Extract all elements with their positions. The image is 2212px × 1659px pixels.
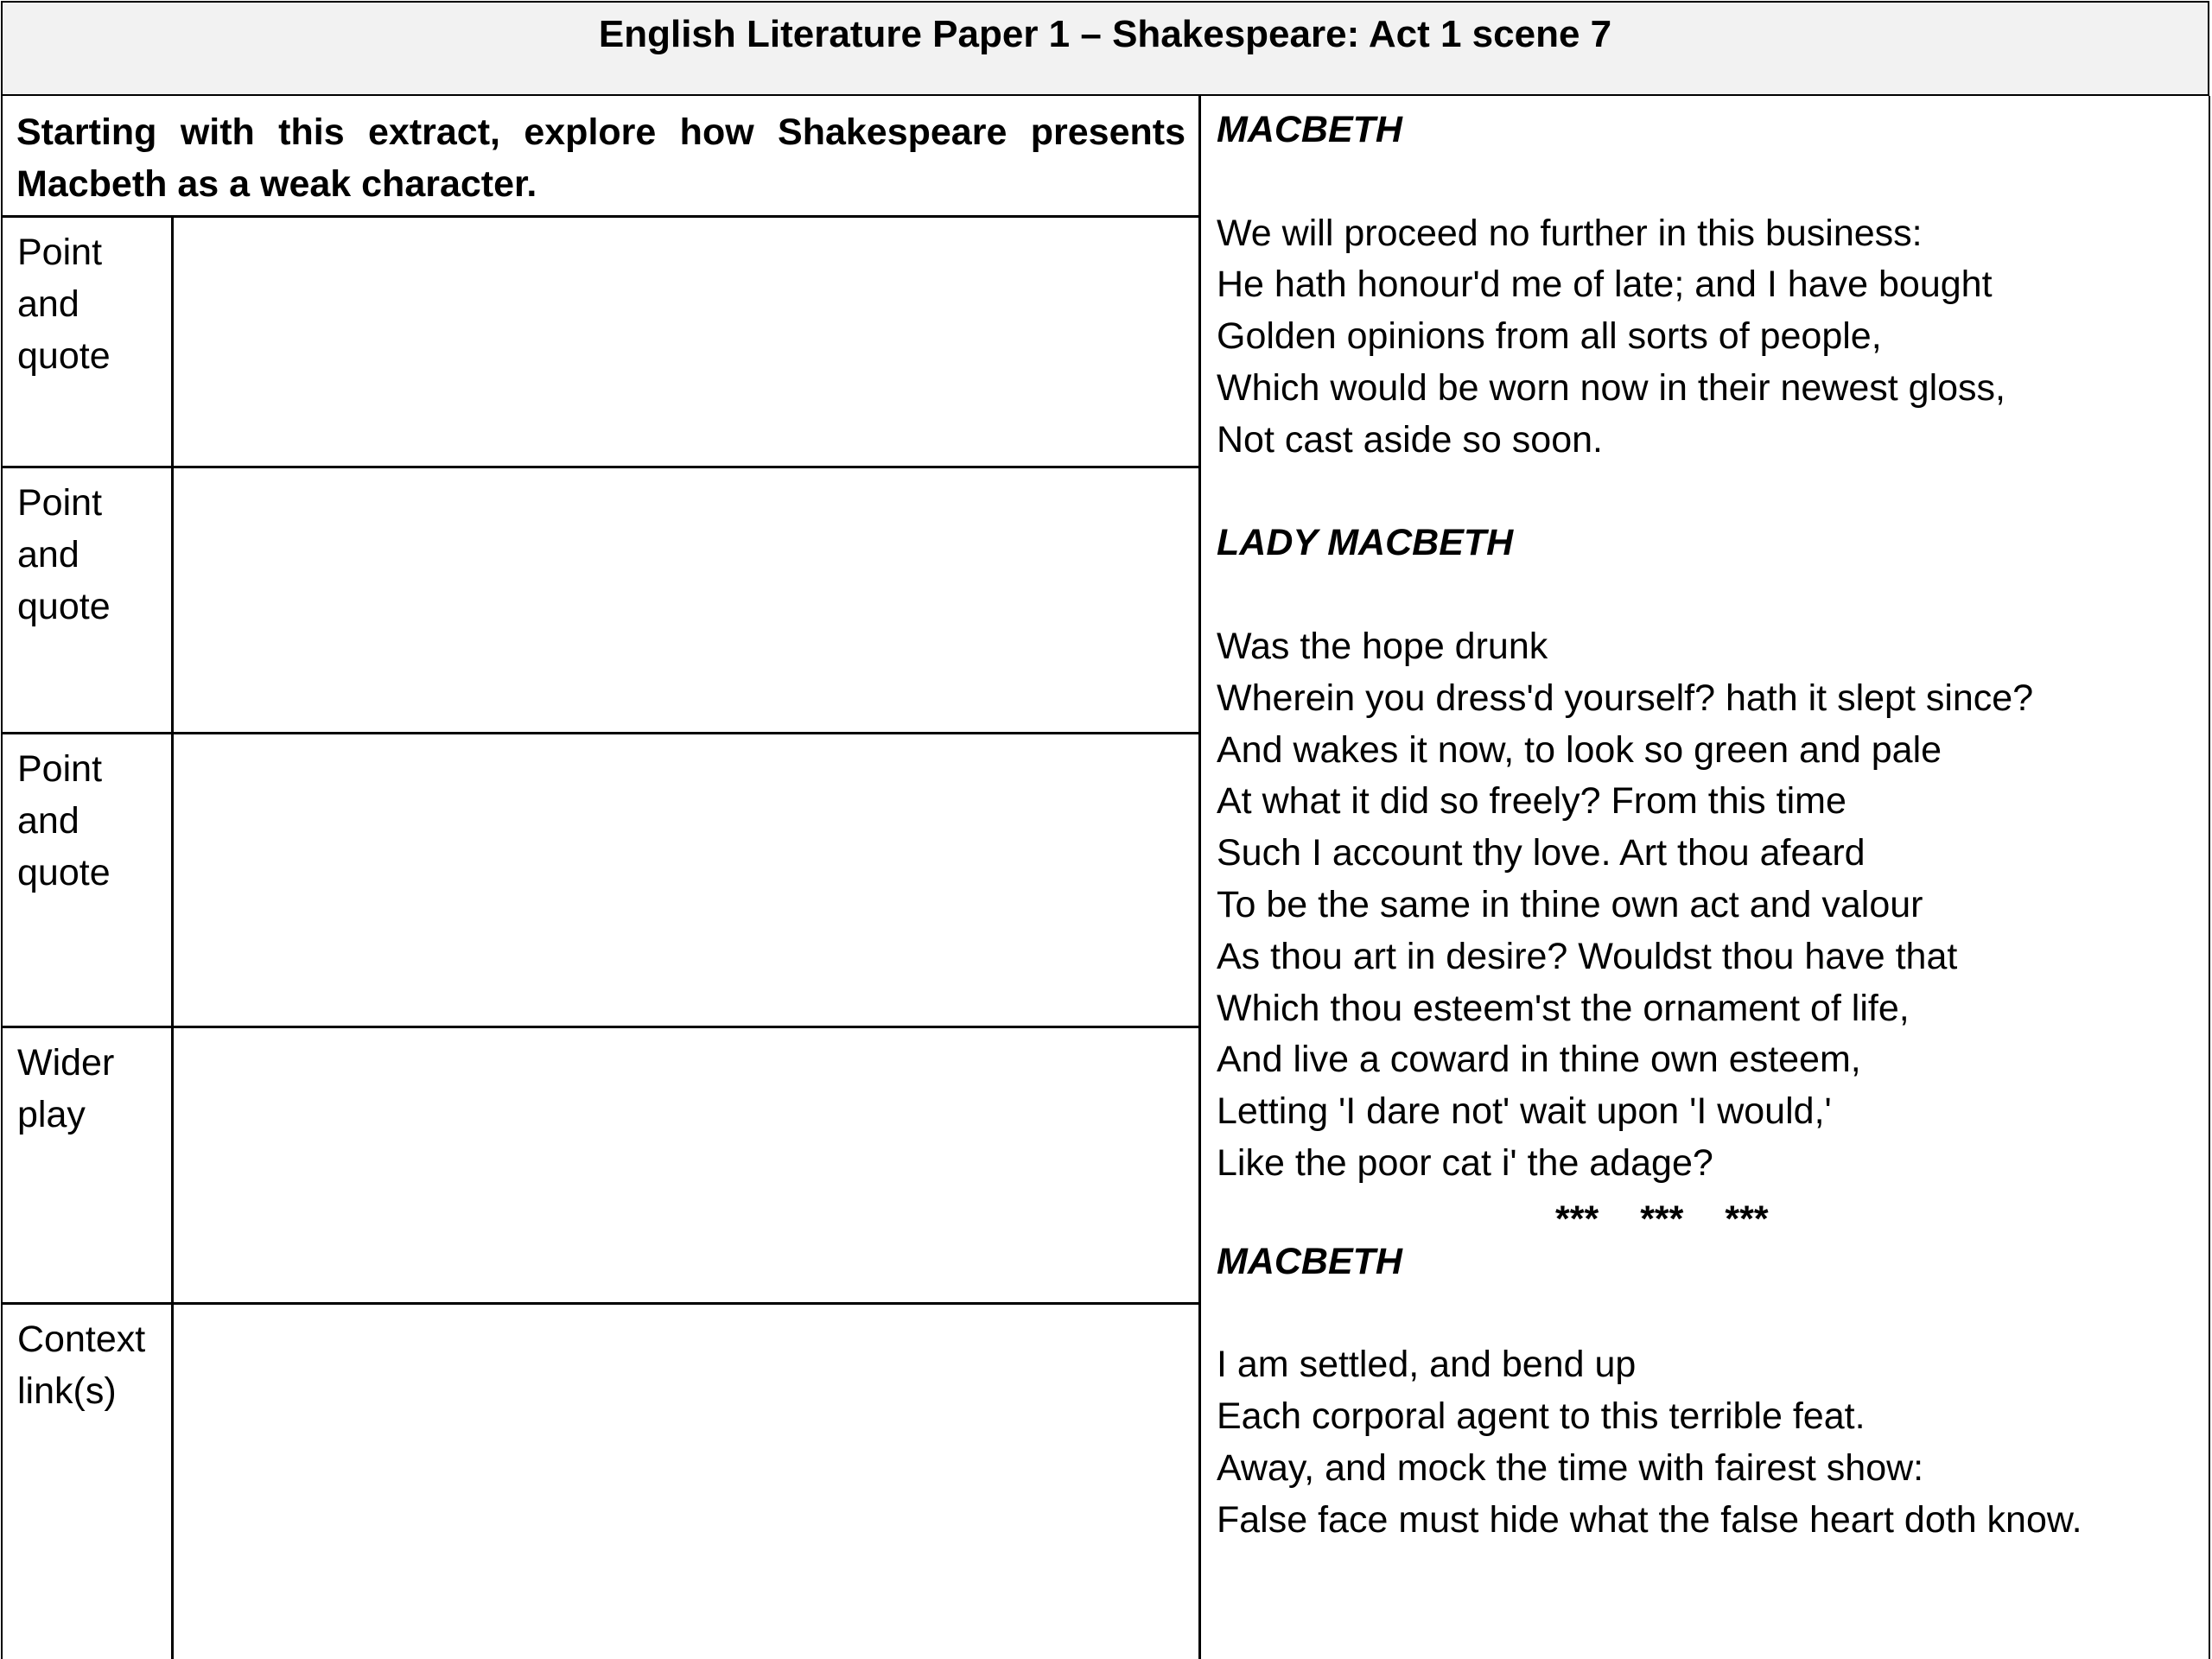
speaker-name: LADY MACBETH [1217,522,1514,564]
verse-line: And wakes it now, to look so green and pale [1217,728,1942,771]
verse-line: He hath honour'd me of late; and I have bought [1217,264,1993,306]
page-title: English Literature Paper 1 – Shakespeare: Act 1 scene 7 [598,13,1612,55]
answer-cell[interactable] [174,1028,1201,1302]
verse-line: Golden opinions from all sorts of people, [1217,315,1882,358]
separator-mark: *** [1555,1198,1599,1240]
verse-line: Letting 'I dare not' wait upon 'I would,' [1217,1090,1832,1133]
response-row-point-3 [3,734,1201,1028]
spacer [1217,467,2209,518]
speaker-name: MACBETH [1217,109,1402,150]
spacer [1217,156,2209,208]
verse-line: Was the hope drunk [1217,625,1548,667]
question-prompt: Starting with this extract, explore how Shakespeare presents Macbeth as a weak character. [3,96,1201,218]
verse-line: Wherein you dress'd yourself? hath it slept since? [1217,677,2034,719]
verse-line: And live a coward in thine own esteem, [1217,1039,1861,1081]
answer-cell[interactable] [174,468,1201,732]
row-label: Point and quote [3,468,174,732]
response-row-wider-play [3,1028,1201,1305]
answer-cell[interactable] [174,218,1201,466]
row-label: Wider play [3,1028,174,1302]
verse-line: We will proceed no further in this business: [1217,212,1923,254]
verse-line: Which would be worn now in their newest gloss, [1217,366,2005,409]
answer-cell[interactable] [174,734,1201,1026]
verse-line: Which thou esteem'st the ornament of life, [1217,987,1910,1029]
row-label: Context link(s) [3,1305,174,1659]
verse-line: At what it did so freely? From this time [1217,780,1847,823]
response-row-context [3,1305,1201,1659]
title-banner [1,1,2209,96]
verse-line: I am settled, and bend up [1217,1344,1637,1386]
verse-line: Such I account thy love. Art thou afeard [1217,832,1866,874]
spacer [1217,569,2209,621]
separator-mark: *** [1725,1198,1769,1240]
answer-cell[interactable] [174,1305,1201,1659]
speaker-name: MACBETH [1217,1240,1402,1282]
spacer [1217,1288,2209,1340]
response-row-point-2 [3,468,1201,734]
verse-line: Not cast aside so soon. [1217,418,1603,461]
verse-line: Each corporal agent to this terrible feat. [1217,1395,1866,1438]
response-row-point-1 [3,218,1201,468]
row-label: Point and quote [3,218,174,466]
separator-mark: *** [1640,1198,1684,1240]
response-table [1,96,1200,1659]
row-label: Point and quote [3,734,174,1026]
verse-line: Like the poor cat i' the adage? [1217,1141,1713,1184]
play-extract [1198,96,2210,1659]
verse-line: To be the same in thine own act and valour [1217,883,1923,925]
verse-line: False face must hide what the false heart doth know. [1217,1498,2082,1541]
verse-line: Away, and mock the time with fairest show: [1217,1446,1924,1489]
verse-line: As thou art in desire? Wouldst thou have that [1217,935,1958,977]
